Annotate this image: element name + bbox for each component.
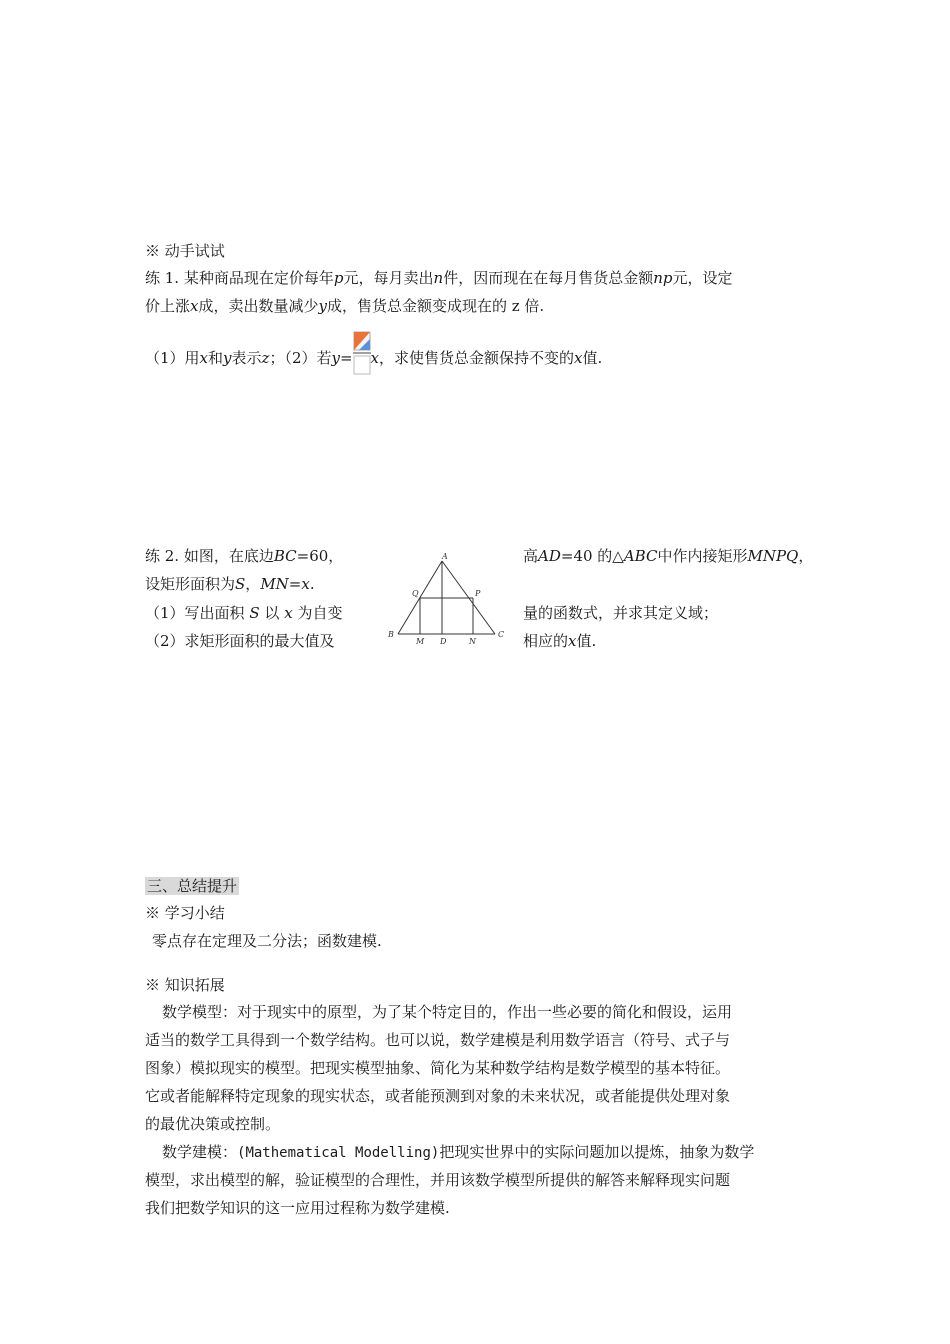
ext-p1-l2: 适当的数学工具得到一个数学结构。也可以说，数学建模是利用数学语言（符号、式子与 [145,1031,731,1049]
label-b: B [388,630,394,639]
ex2-line3-right: 量的函数式，并求其定义域； [523,604,719,622]
ext-heading: ※ 知识拓展 [145,976,225,994]
ex2-line1-right: 高AD=40 的△ABC中作内接矩形MNPQ， [523,547,814,565]
ext-p2-l3: 我们把数学知识的这一应用过程称为数学建模. [145,1199,450,1217]
label-p: P [475,589,481,598]
study-heading: ※ 学习小结 [145,904,225,922]
label-m: M [416,637,425,646]
triangle-figure [385,552,515,647]
study-text: 零点存在定理及二分法；函数建模. [152,932,382,950]
ex2-line4-left: （2）求矩形面积的最大值及 [145,632,335,650]
label-d: D [440,637,447,646]
ex1-line1: 练 1. 某种商品现在定价每年p元，每月卖出n件，因而现在在每月售货总金额np元，设定 [145,269,733,287]
ext-p1-l5: 的最优决策或控制。 [145,1115,281,1133]
summary-title: 三、总结提升 [147,877,238,895]
ex1-questions: （1）用x和y表示z；（2）若y= x，求使售货总金额保持不变的x值. [145,337,602,381]
try-heading: ※ 动手试试 [145,242,225,260]
ex2-line1-left: 练 2. 如图，在底边BC=60， [145,547,344,565]
triangle-diagram [385,552,515,647]
ext-p2-l1: 数学建模：(Mathematical Modelling)把现实世界中的实际问题加以提炼，抽象为数学 [162,1143,755,1161]
fraction-image [353,331,371,375]
ext-p2-l2: 模型，求出模型的解，验证模型的合理性，并用该数学模型所提供的解答来解释现实问题 [145,1171,731,1189]
ex2-line3-left: （1）写出面积 S 以 x 为自变 [145,604,343,622]
ex2-line2: 设矩形面积为S，MN=x. [145,575,315,593]
label-n: N [469,637,476,646]
ex2-line4-right: 相应的x值. [523,632,597,650]
label-q: Q [412,589,419,598]
label-a: A [442,552,448,561]
ext-p1-l1: 数学模型：对于现实中的原型，为了某个特定目的，作出一些必要的简化和假设，运用 [162,1003,733,1021]
label-c: C [498,630,505,639]
ex1-line2: 价上涨x成，卖出数量减少y成，售货总金额变成现在的 z 倍. [145,297,545,315]
ext-p1-l4: 它或者能解释特定现象的现实状态，或者能预测到对象的未来状况，或者能提供处理对象 [145,1087,731,1105]
ext-p1-l3: 图象）模拟现实的模型。把现实模型抽象、简化为某种数学结构是数学模型的基本特征。 [145,1059,731,1077]
